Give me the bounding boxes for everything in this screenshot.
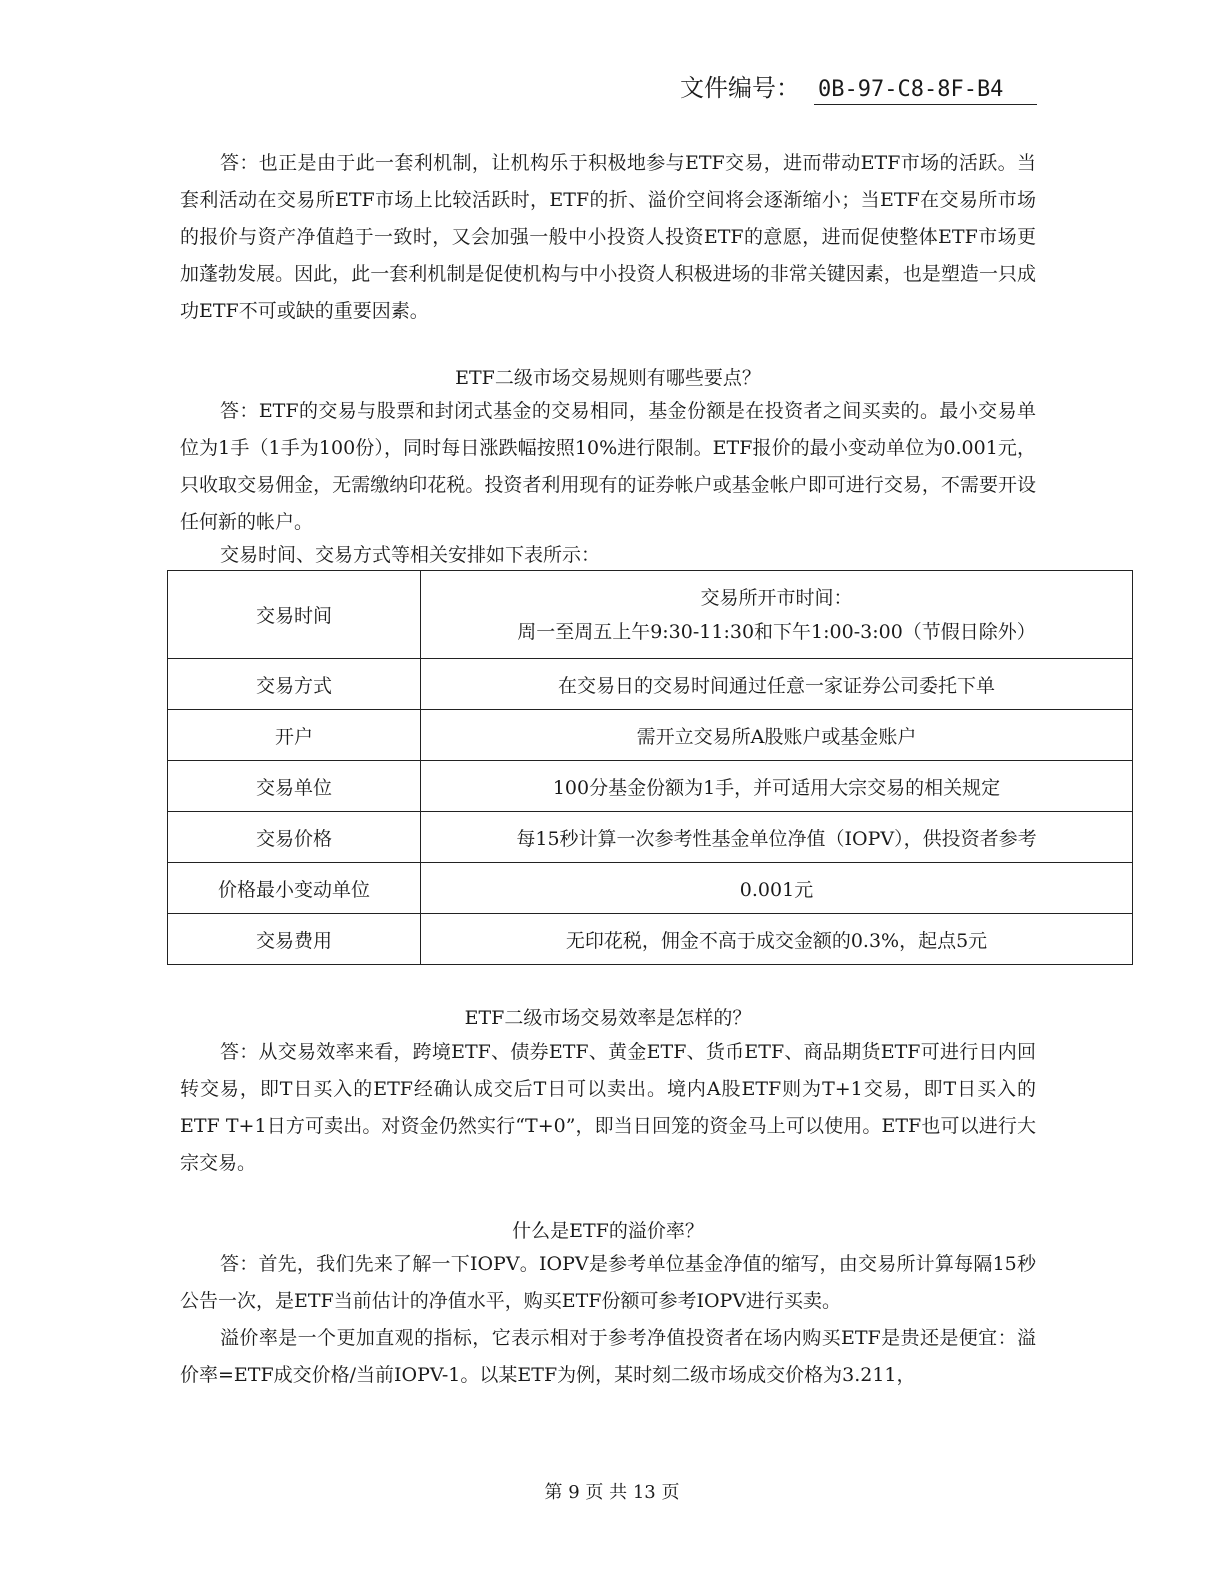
table-value-cell: 0.001元 [421,863,1133,914]
arbitrage-answer-paragraph: 答：也正是由于此一套利机制，让机构乐于积极地参与ETF交易，进而带动ETF市场的活跃。当套利活动在交易所ETF市场上比较活跃时，ETF的折、溢价空间将会逐渐缩小；当ETF在交易所市场的报价与资产净值趋于一致时，又会加强一般中小投资人投资ETF的意愿，进而促使整体ETF市场更加蓬勃发展。因此，此一套利机制是促使机构与中小投资人积极进场的非常关键因素，也是塑造一只成功ETF不可或缺的重要因素。 [180,152,1036,322]
document-number [680,68,1032,105]
table-key-cell: 交易价格 [168,812,421,863]
premium-rate-question: 什么是ETF的溢价率？ [512,1220,704,1242]
table-value-cell: 每15秒计算一次参考性基金单位净值（IOPV），供投资者参考 [421,812,1133,863]
table-value-cell: 在交易日的交易时间通过任意一家证券公司委托下单 [421,659,1133,710]
table-value-cell: 无印花税，佣金不高于成交金额的0.3%，起点5元 [421,914,1133,965]
table-value-line: 交易所开市时间： [700,586,853,609]
table-row [168,571,1133,659]
trading-efficiency-question: ETF二级市场交易效率是怎样的？ [464,1007,752,1029]
table-row [168,659,1133,710]
table-row [168,863,1133,914]
table-row [168,914,1133,965]
table-value-cell: 需开立交易所A股账户或基金账户 [421,710,1133,761]
table-row [168,710,1133,761]
table-row [168,812,1133,863]
trading-efficiency-answer: 答：从交易效率来看，跨境ETF、债券ETF、黄金ETF、货币ETF、商品期货ETF可进行日内回转交易，即T日买入的ETF经确认成交后T日可以卖出。境内A股ETF则为T+1交易，即T日买入的ETF T+1日方可卖出。对资金仍然实行“T+0”，即当日回笼的资金马上可以使用。ETF也可以进行大宗交易。 [180,1041,1036,1174]
document-number-label: 文件编号： [680,74,800,102]
premium-rate-answer-iopv: 答：首先，我们先来了解一下IOPV。IOPV是参考单位基金净值的缩写，由交易所计算每隔15秒公告一次，是ETF当前估计的净值水平，购买ETF份额可参考IOPV进行买卖。 [180,1253,1036,1312]
document-number-value: 0B-97-C8-8F-B4 [814,77,1037,105]
table-value-cell [421,571,1133,659]
page-number: 第 9 页 共 13 页 [544,1482,680,1503]
table-value-cell: 100分基金份额为1手，并可适用大宗交易的相关规定 [421,761,1133,812]
trading-rules-question: ETF二级市场交易规则有哪些要点？ [455,367,761,389]
table-intro: 交易时间、交易方式等相关安排如下表所示： [220,544,601,566]
table-key-cell: 开户 [168,710,421,761]
trading-rules-table [167,570,1133,965]
table-row [168,761,1133,812]
table-key-cell: 交易方式 [168,659,421,710]
table-key-cell: 交易单位 [168,761,421,812]
premium-rate-answer-definition: 溢价率是一个更加直观的指标，它表示相对于参考净值投资者在场内购买ETF是贵还是便宜：溢价率=ETF成交价格/当前IOPV-1。以某ETF为例，某时刻二级市场成交价格为3.211， [180,1327,1036,1386]
table-key-cell: 交易时间 [168,571,421,659]
table-key-cell: 价格最小变动单位 [168,863,421,914]
table-key-cell: 交易费用 [168,914,421,965]
table-value-line: 周一至周五上午9:30-11:30和下午1:00-3:00（节假日除外） [517,620,1036,643]
trading-rules-answer: 答：ETF的交易与股票和封闭式基金的交易相同，基金份额是在投资者之间买卖的。最小交易单位为1手（1手为100份），同时每日涨跌幅按照10%进行限制。ETF报价的最小变动单位为0.001元，只收取交易佣金，无需缴纳印花税。投资者利用现有的证券帐户或基金帐户即可进行交易，不需要开设任何新的帐户。 [180,400,1036,533]
